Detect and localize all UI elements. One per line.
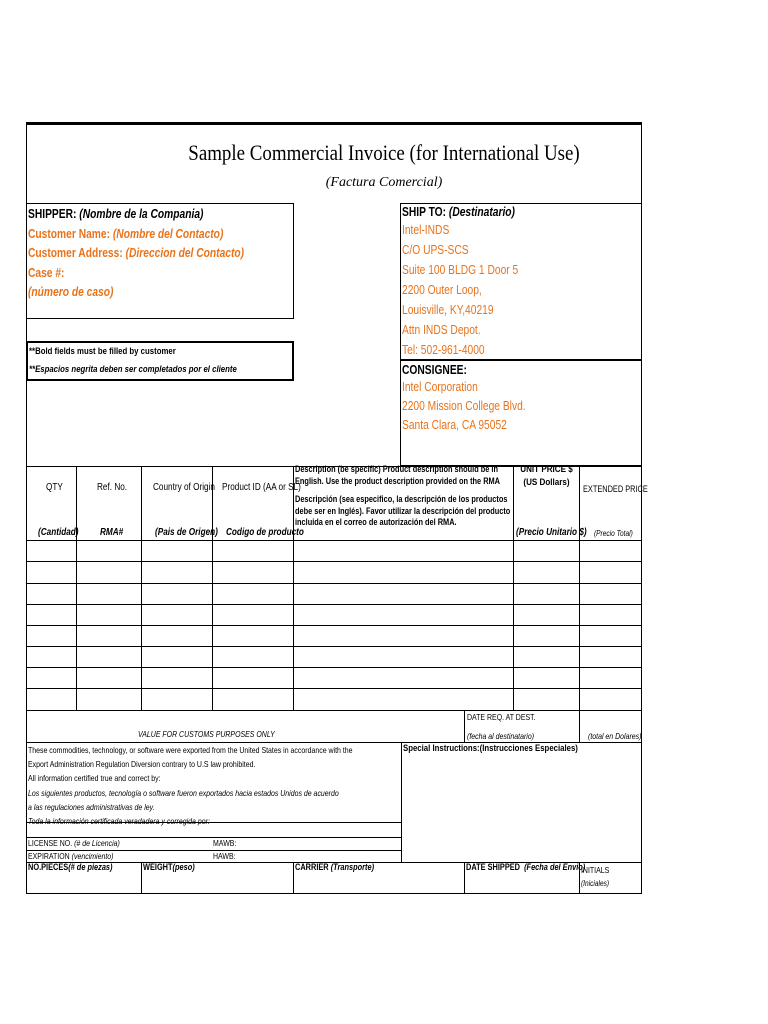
table-row-line (26, 688, 642, 689)
consignee-line: 2200 Mission College Blvd. (402, 399, 526, 413)
table-row-line (26, 625, 642, 626)
statement-divider (401, 742, 402, 862)
ship-to-line: Suite 100 BLDG 1 Door 5 (402, 263, 519, 277)
expiration-es: (vencimiento) (71, 851, 114, 861)
consignee-line: Intel Corporation (402, 380, 478, 394)
license-no-row (28, 838, 120, 848)
col-ext-price-es: (Precio Total) (594, 529, 633, 538)
ship-to-heading-es: (Destinatario) (448, 205, 515, 219)
footer-divider (141, 862, 142, 894)
ship-to-line: 2200 Outer Loop, (402, 283, 482, 297)
col-line (212, 466, 213, 711)
col-description-en: Description (be specific) Product description should be in English. Use the product description provided on the RMA (295, 464, 500, 486)
col-line (293, 466, 294, 711)
total-es: (total en Dolares) (588, 731, 642, 741)
carrier-label[interactable]: CARRIER (295, 862, 329, 872)
pieces-es: (# de piezas) (68, 862, 113, 872)
pieces-label[interactable]: NO.PIECES (28, 862, 69, 872)
ship-to-heading: SHIP TO: (402, 205, 447, 219)
col-description-es: Descripción (sea especifico, la descripción de los productos debe ser en Inglés). Favor utilizar la descripción del producto incluida en el correo de autorización del RMA. (295, 494, 511, 527)
pieces-cell (28, 862, 112, 872)
hawb-label[interactable]: HAWB: (213, 851, 236, 861)
table-row-line (26, 583, 642, 584)
table-row-line (26, 561, 642, 562)
note-line-1: **Bold fields must be filled by customer (29, 346, 176, 357)
carrier-es: (Transporte) (330, 862, 375, 872)
col-product-es: Codigo de producto (226, 527, 304, 538)
page-title: Sample Commercial Invoice (for International Use) (188, 140, 580, 165)
customs-value-label: VALUE FOR CUSTOMS PURPOSES ONLY (138, 729, 275, 739)
shipper-section (28, 205, 244, 303)
license-no-es: (# de Licencia) (74, 838, 120, 848)
col-qty: QTY (46, 482, 63, 493)
license-no-label[interactable]: LICENSE NO. (28, 838, 73, 848)
header-bottom-line (26, 540, 642, 541)
col-line (141, 466, 142, 711)
col-product: Product ID (AA or SL) (222, 482, 301, 493)
statement-line: All information certified true and correct by: (28, 773, 161, 784)
col-description (295, 466, 512, 529)
table-row-line (26, 646, 642, 647)
consignee-heading: CONSIGNEE: (402, 363, 467, 377)
consignee-line: Santa Clara, CA 95052 (402, 418, 507, 432)
statement-line: Export Administration Regulation Diversion contrary to U.S law prohibited. (28, 759, 256, 770)
col-ref: Ref. No. (97, 482, 128, 493)
customer-address-label[interactable]: Customer Address: (28, 246, 123, 260)
customs-divider (464, 710, 465, 742)
customer-name-es: (Nombre del Contacto) (112, 226, 224, 241)
ship-to-line: Tel: 502-961-4000 (402, 343, 485, 357)
shipper-heading-es: (Nombre de la Compania) (79, 207, 204, 221)
ship-to-line: C/O UPS-SCS (402, 243, 469, 257)
date-req-label: DATE REQ. AT DEST. (467, 712, 536, 722)
ship-to-line: Louisville, KY,40219 (402, 303, 494, 317)
weight-es: (peso) (172, 862, 195, 872)
consignee-section (402, 362, 526, 435)
expiration-label[interactable]: EXPIRATION (28, 851, 70, 861)
date-shipped-cell (466, 862, 585, 872)
export-statement (28, 743, 353, 828)
col-line (579, 466, 580, 711)
special-instructions-label: Special Instructions:(Instrucciones Especiales) (403, 743, 578, 754)
page-subtitle: (Factura Comercial) (325, 175, 443, 190)
col-origin-es: (Pais de Origen) (155, 527, 218, 538)
col-qty-es: (Cantidad) (38, 527, 79, 538)
weight-cell (143, 862, 195, 872)
note-line-2: **Espacios negrita deben ser completados por el cliente (29, 364, 237, 375)
table-row-line (26, 604, 642, 605)
col-ref-es: RMA# (100, 527, 124, 538)
customer-name-label[interactable]: Customer Name: (28, 226, 111, 241)
initials-label[interactable]: INITIALS (581, 865, 610, 875)
table-row-line (26, 667, 642, 668)
col-unit-price-es: (Precio Unitario $) (516, 527, 587, 538)
date-shipped-es: (Fecha del Envio) (524, 862, 586, 872)
shipper-heading: SHIPPER: (28, 207, 77, 221)
date-req-es: (fecha al destinatario) (467, 731, 535, 741)
date-shipped-label[interactable]: DATE SHIPPED (466, 862, 520, 872)
footer-divider (464, 862, 465, 894)
col-line (76, 466, 77, 711)
expiration-row (28, 851, 113, 861)
col-ext-price: EXTENDED PRICE (583, 484, 648, 494)
footer-divider (293, 862, 294, 894)
col-unit-price (514, 466, 579, 494)
carrier-cell (295, 862, 374, 872)
statement-line: Los siguientes productos, tecnología o software fueron exportados hacia estados Unidos de acuerdo (28, 787, 339, 798)
customer-address-es: (Direccion del Contacto) (125, 246, 245, 260)
initials-es: (Iniciales) (581, 879, 610, 888)
col-origin: Country of Origin (153, 482, 215, 493)
mawb-label[interactable]: MAWB: (213, 838, 237, 848)
ship-to-section (402, 205, 518, 360)
col-line (513, 466, 514, 711)
statement-line: a las regulaciones administrativas de ley. (28, 801, 155, 812)
table-row-line (26, 710, 642, 711)
col-unit-price-label: UNIT PRICE $ (US Dollars) (520, 466, 573, 488)
statement-line: These commodities, technology, or software were exported from the United States in accordance with the (28, 745, 353, 755)
ship-to-line: Intel-INDS (402, 223, 450, 237)
case-label-es: (número de caso) (28, 285, 114, 299)
case-label[interactable]: Case #: (28, 265, 65, 280)
customs-divider (579, 710, 580, 742)
statement-line: Toda la información certificada veradadera y corregida por: (28, 816, 210, 827)
weight-label[interactable]: WEIGHT (143, 862, 173, 872)
license-top-line (26, 822, 401, 823)
ship-to-line: Attn INDS Depot. (402, 323, 481, 337)
